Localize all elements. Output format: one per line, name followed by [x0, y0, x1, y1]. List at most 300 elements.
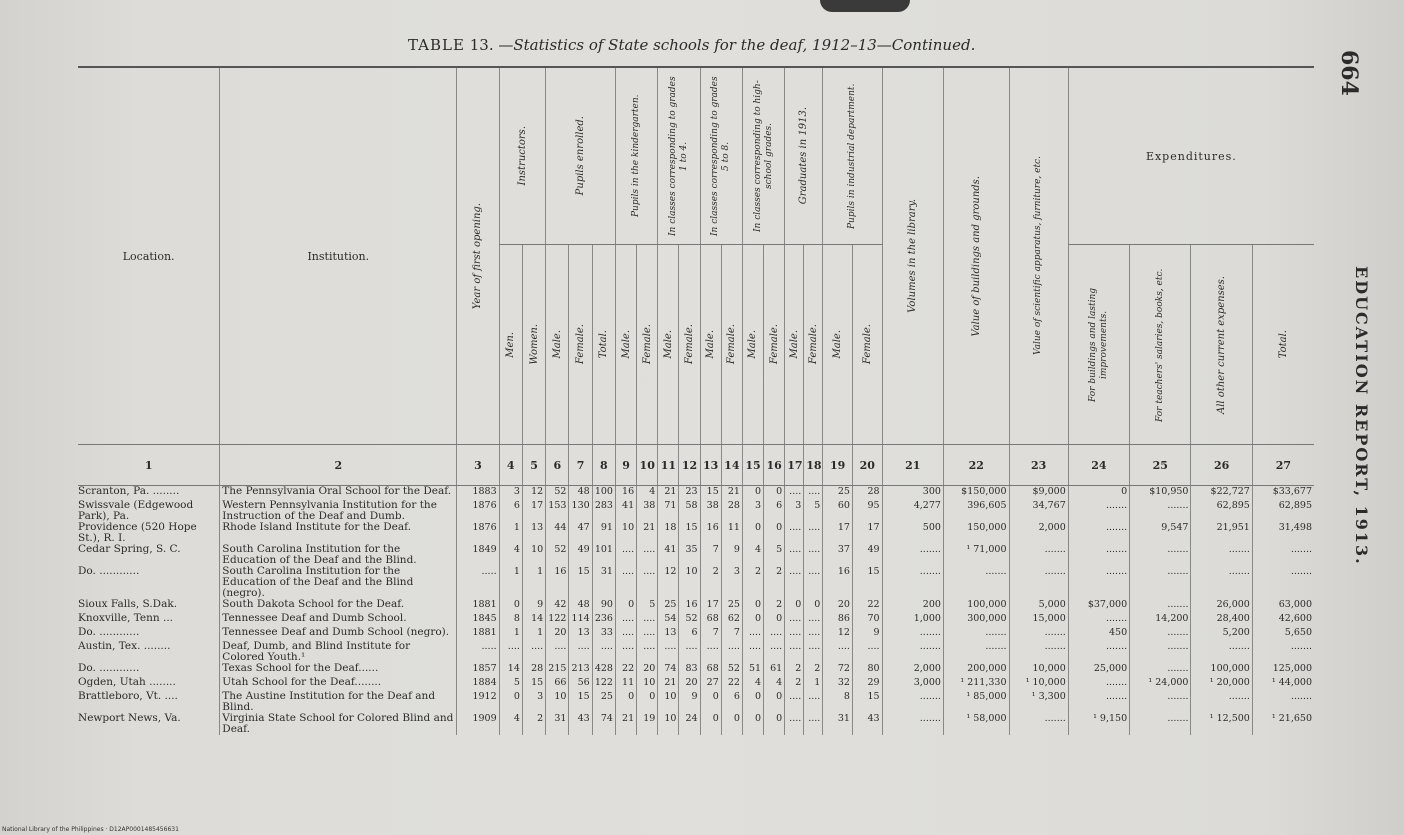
table-cell: 6 — [679, 627, 700, 641]
table-cell: 0 — [785, 599, 804, 613]
table-cell: ....... — [1009, 641, 1068, 663]
header-hs-female: Female. — [764, 245, 785, 445]
table-cell: ¹ 44,000 — [1252, 677, 1314, 691]
table-cell: 44 — [546, 522, 569, 544]
row-institution: South Carolina Institution for the Education of the Deaf and the Blind. — [220, 544, 457, 566]
table-cell: ....... — [1130, 663, 1191, 677]
header-kg-female: Female. — [637, 245, 658, 445]
row-institution: Virginia State School for Colored Blind and Deaf. — [220, 713, 457, 735]
table-cell: 396,605 — [943, 500, 1009, 522]
column-number: 23 — [1009, 445, 1068, 486]
table-cell: 3 — [742, 500, 763, 522]
table-cell: .... — [804, 613, 823, 627]
table-cell: .... — [658, 641, 679, 663]
row-location: Sioux Falls, S.Dak. — [78, 599, 178, 610]
table-cell: 0 — [764, 613, 785, 627]
table-cell: 1845 — [457, 613, 499, 627]
header-men: Men. — [499, 245, 522, 445]
table-cell: .... — [785, 486, 804, 501]
table-cell: 14 — [522, 613, 545, 627]
table-cell: 12 — [823, 627, 853, 641]
table-title-number: 13. — [469, 36, 494, 54]
column-number: 6 — [546, 445, 569, 486]
table-cell: 63,000 — [1252, 599, 1314, 613]
table-cell: 26,000 — [1191, 599, 1252, 613]
table-cell: 150,000 — [943, 522, 1009, 544]
table-cell: .... — [764, 627, 785, 641]
table-cell: 213 — [569, 663, 592, 677]
table-cell: .... — [637, 627, 658, 641]
row-institution: Texas School for the Deaf...... — [220, 663, 457, 677]
header-high-school: In classes corresponding to high-school grades. — [742, 67, 784, 245]
table-cell: .... — [823, 641, 853, 663]
table-cell: 15 — [700, 486, 721, 501]
table-cell: 62,895 — [1252, 500, 1314, 522]
footer-credit: National Library of the Philippines · D12AP0001485456631 — [2, 826, 179, 833]
table-cell: 3 — [499, 486, 522, 501]
row-location: Scranton, Pa. ........ — [78, 485, 180, 497]
table-cell: 9 — [852, 627, 882, 641]
table-cell: .... — [804, 522, 823, 544]
table-cell: 6 — [764, 500, 785, 522]
table-cell: 8 — [823, 691, 853, 713]
table-cell: ....... — [882, 544, 943, 566]
table-row — [78, 500, 1314, 522]
table-cell: 25 — [823, 486, 853, 501]
table-cell: 8 — [499, 613, 522, 627]
row-location: Ogden, Utah ........ — [78, 677, 176, 688]
header-hs-male: Male. — [742, 245, 763, 445]
row-location: Austin, Tex. ........ — [78, 641, 171, 652]
header-exp-buildings: For buildings and lasting improvements. — [1068, 245, 1129, 445]
table-cell: 0 — [615, 691, 636, 713]
column-number: 12 — [679, 445, 700, 486]
table-cell: 68 — [700, 663, 721, 677]
table-cell: 71 — [658, 500, 679, 522]
table-cell: ....... — [1068, 566, 1129, 599]
table-cell: 49 — [569, 544, 592, 566]
row-institution: South Dakota School for the Deaf. — [220, 599, 457, 613]
table-cell: ..... — [457, 566, 499, 599]
table-cell: ¹ 12,500 — [1191, 713, 1252, 735]
table-cell: 5 — [764, 544, 785, 566]
table-cell: .... — [804, 566, 823, 599]
table-cell: 6 — [499, 500, 522, 522]
table-cell: 18 — [658, 522, 679, 544]
table-cell: 200 — [882, 599, 943, 613]
table-cell: 0 — [700, 713, 721, 735]
table-cell: 38 — [700, 500, 721, 522]
table-cell: .... — [785, 613, 804, 627]
table-cell: ¹ 71,000 — [943, 544, 1009, 566]
table-cell: 91 — [592, 522, 615, 544]
header-apparatus: Value of scientific apparatus, furniture, etc. — [1009, 67, 1068, 445]
row-institution: Tennessee Deaf and Dumb School (negro). — [220, 627, 457, 641]
table-cell: 90 — [592, 599, 615, 613]
table-cell: ¹ 10,000 — [1009, 677, 1068, 691]
column-number: 17 — [785, 445, 804, 486]
table-cell: 0 — [764, 522, 785, 544]
table-cell: 13 — [569, 627, 592, 641]
table-cell: 10 — [679, 566, 700, 599]
table-cell: 1849 — [457, 544, 499, 566]
table-cell: 3,000 — [882, 677, 943, 691]
row-institution: Tennessee Deaf and Dumb School. — [220, 613, 457, 627]
header-institution: Institution. — [220, 67, 457, 445]
header-grad-male: Male. — [785, 245, 804, 445]
table-cell: 5 — [637, 599, 658, 613]
table-cell: ....... — [1009, 713, 1068, 735]
column-number: 21 — [882, 445, 943, 486]
table-cell: ....... — [1068, 677, 1129, 691]
table-header — [78, 67, 1314, 445]
table-cell: 15 — [852, 566, 882, 599]
table-cell: ¹ 211,330 — [943, 677, 1009, 691]
table-cell: 17 — [700, 599, 721, 613]
table-cell: ....... — [943, 566, 1009, 599]
table-cell: 236 — [592, 613, 615, 627]
table-row — [78, 599, 1314, 613]
table-cell: 14 — [499, 663, 522, 677]
table-cell: 10,000 — [1009, 663, 1068, 677]
row-location: Providence (520 Hope St.), R. I. — [78, 522, 197, 544]
table-cell: 13 — [658, 627, 679, 641]
header-enrolled-male: Male. — [546, 245, 569, 445]
table-cell: 0 — [742, 713, 763, 735]
column-number: 27 — [1252, 445, 1314, 486]
column-number: 25 — [1130, 445, 1191, 486]
table-cell: 1881 — [457, 599, 499, 613]
table-cell: ....... — [1252, 566, 1314, 599]
table-cell: .... — [569, 641, 592, 663]
table-cell: 31,498 — [1252, 522, 1314, 544]
table-cell: 21,951 — [1191, 522, 1252, 544]
table-cell: 42 — [546, 599, 569, 613]
column-number: 24 — [1068, 445, 1129, 486]
column-number: 20 — [852, 445, 882, 486]
table-cell: 52 — [679, 613, 700, 627]
table-cell: 10 — [658, 691, 679, 713]
column-number: 14 — [721, 445, 742, 486]
header-g14-male: Male. — [658, 245, 679, 445]
table-cell: .... — [637, 641, 658, 663]
table-cell: 28 — [852, 486, 882, 501]
table-cell: 20 — [637, 663, 658, 677]
table-cell: 28,400 — [1191, 613, 1252, 627]
column-number: 10 — [637, 445, 658, 486]
table-cell: 1876 — [457, 522, 499, 544]
table-cell: 2 — [764, 599, 785, 613]
row-institution: Western Pennsylvania Institution for the Instruction of the Deaf and Dumb. — [220, 500, 457, 522]
table-body — [78, 445, 1314, 736]
table-cell: 9 — [522, 599, 545, 613]
table-cell: ....... — [943, 641, 1009, 663]
header-exp-other: All other current expenses. — [1191, 245, 1252, 445]
table-cell: 21 — [637, 522, 658, 544]
table-cell: 25,000 — [1068, 663, 1129, 677]
table-cell: 4 — [742, 544, 763, 566]
table-cell: 300,000 — [943, 613, 1009, 627]
table-cell: .... — [804, 544, 823, 566]
table-cell: 1883 — [457, 486, 499, 501]
table-row — [78, 544, 1314, 566]
table-cell: 2,000 — [1009, 522, 1068, 544]
table-cell: 1909 — [457, 713, 499, 735]
table-cell: 17 — [522, 500, 545, 522]
table-cell: ....... — [882, 566, 943, 599]
table-cell: 10 — [637, 677, 658, 691]
table-cell: 56 — [569, 677, 592, 691]
table-cell: 2 — [804, 663, 823, 677]
table-cell: 72 — [823, 663, 853, 677]
table-cell: .... — [785, 713, 804, 735]
table-cell: 0 — [764, 691, 785, 713]
table-cell: 22 — [721, 677, 742, 691]
column-number: 3 — [457, 445, 499, 486]
table-cell: 122 — [546, 613, 569, 627]
table-cell: 283 — [592, 500, 615, 522]
table-cell: 17 — [852, 522, 882, 544]
table-cell: 9 — [721, 544, 742, 566]
table-cell: 122 — [592, 677, 615, 691]
table-cell: 20 — [823, 599, 853, 613]
row-institution: South Carolina Institution for the Education of the Deaf and the Blind (negro). — [220, 566, 457, 599]
table-cell: 0 — [1068, 486, 1129, 501]
table-cell: 4 — [499, 713, 522, 735]
table-cell: .... — [785, 544, 804, 566]
table-cell: 15 — [679, 522, 700, 544]
table-cell: 1 — [499, 566, 522, 599]
table-cell: 19 — [637, 713, 658, 735]
table-cell: 1 — [499, 522, 522, 544]
table-cell: 4 — [764, 677, 785, 691]
row-institution: The Pennsylvania Oral School for the Deaf. — [220, 486, 457, 501]
header-grades-1-4: In classes corresponding to grades 1 to 4. — [658, 67, 700, 245]
table-cell: ....... — [1191, 691, 1252, 713]
table-cell: ....... — [1252, 691, 1314, 713]
table-cell: 21 — [615, 713, 636, 735]
table-cell: 58 — [679, 500, 700, 522]
row-location: Newport News, Va. — [78, 713, 181, 724]
table-cell: .... — [785, 627, 804, 641]
table-cell: 12 — [658, 566, 679, 599]
table-cell: .... — [499, 641, 522, 663]
table-cell: ..... — [457, 641, 499, 663]
table-cell: .... — [852, 641, 882, 663]
table-cell: ....... — [1068, 613, 1129, 627]
table-cell: 1912 — [457, 691, 499, 713]
table-cell: 3 — [721, 566, 742, 599]
header-ind-male: Male. — [823, 245, 853, 445]
table-cell: 34,767 — [1009, 500, 1068, 522]
table-cell: .... — [637, 613, 658, 627]
table-cell: .... — [804, 713, 823, 735]
binding-shadow — [820, 0, 910, 12]
table-cell: 16 — [615, 486, 636, 501]
table-cell: 100,000 — [1191, 663, 1252, 677]
table-cell: 17 — [823, 522, 853, 544]
table-cell: 60 — [823, 500, 853, 522]
header-location: Location. — [78, 67, 220, 445]
row-location: Knoxville, Tenn ... — [78, 613, 174, 624]
table-cell: 23 — [679, 486, 700, 501]
table-cell: 48 — [569, 599, 592, 613]
column-number: 5 — [522, 445, 545, 486]
table-cell: 0 — [764, 713, 785, 735]
table-cell: .... — [785, 522, 804, 544]
table-cell: $37,000 — [1068, 599, 1129, 613]
table-cell: 16 — [679, 599, 700, 613]
column-number: 22 — [943, 445, 1009, 486]
table-cell: .... — [522, 641, 545, 663]
table-cell: 35 — [679, 544, 700, 566]
table-cell: 1884 — [457, 677, 499, 691]
table-cell: 52 — [546, 486, 569, 501]
row-location: Do. ............ — [78, 566, 140, 577]
table-title — [408, 36, 1008, 54]
table-cell: 42,600 — [1252, 613, 1314, 627]
table-cell: 21 — [658, 677, 679, 691]
table-cell: 15 — [522, 677, 545, 691]
header-industrial: Pupils in industrial department. — [823, 67, 882, 245]
table-cell: 37 — [823, 544, 853, 566]
table-cell: 29 — [852, 677, 882, 691]
table-cell: ....... — [943, 627, 1009, 641]
column-number: 1 — [78, 445, 220, 486]
table-cell: $33,677 — [1252, 486, 1314, 501]
table-cell: 52 — [721, 663, 742, 677]
table-cell: 5 — [499, 677, 522, 691]
table-cell: 10 — [658, 713, 679, 735]
header-instructors: Instructors. — [499, 67, 546, 245]
table-cell: 153 — [546, 500, 569, 522]
table-cell: 0 — [742, 613, 763, 627]
table-cell: ¹ 3,300 — [1009, 691, 1068, 713]
table-cell: 31 — [592, 566, 615, 599]
header-pupils-enrolled: Pupils enrolled. — [546, 67, 616, 245]
table-cell: ....... — [1130, 566, 1191, 599]
table-cell: 2 — [764, 566, 785, 599]
table-cell: ....... — [1191, 641, 1252, 663]
table-cell: 31 — [823, 713, 853, 735]
header-g14-female: Female. — [679, 245, 700, 445]
table-cell: .... — [742, 641, 763, 663]
table-cell: 74 — [592, 713, 615, 735]
table-cell: 1876 — [457, 500, 499, 522]
header-ind-female: Female. — [852, 245, 882, 445]
table-cell: 15 — [569, 691, 592, 713]
table-cell: ....... — [1068, 641, 1129, 663]
table-cell: 28 — [721, 500, 742, 522]
table-cell: 2 — [522, 713, 545, 735]
column-number: 13 — [700, 445, 721, 486]
table-cell: 12 — [522, 486, 545, 501]
table-cell: 4,277 — [882, 500, 943, 522]
column-number: 15 — [742, 445, 763, 486]
row-institution: Deaf, Dumb, and Blind Institute for Colored Youth.¹ — [220, 641, 457, 663]
table-cell: 31 — [546, 713, 569, 735]
table-cell: 4 — [637, 486, 658, 501]
table-cell: .... — [785, 641, 804, 663]
table-cell: 0 — [742, 522, 763, 544]
table-cell: 215 — [546, 663, 569, 677]
table-cell: 27 — [700, 677, 721, 691]
table-cell: 5,000 — [1009, 599, 1068, 613]
table-cell: 1 — [522, 566, 545, 599]
table-cell: 86 — [823, 613, 853, 627]
table-cell: ....... — [1130, 500, 1191, 522]
table-cell: ¹ 24,000 — [1130, 677, 1191, 691]
row-institution: The Austine Institution for the Deaf and Blind. — [220, 691, 457, 713]
table-cell: .... — [785, 566, 804, 599]
table-cell: 21 — [658, 486, 679, 501]
column-number: 8 — [592, 445, 615, 486]
column-number: 26 — [1191, 445, 1252, 486]
table-cell: 2,000 — [882, 663, 943, 677]
table-cell: 100 — [592, 486, 615, 501]
table-cell: ....... — [1130, 713, 1191, 735]
table-cell: 95 — [852, 500, 882, 522]
table-cell: 11 — [615, 677, 636, 691]
table-cell: 28 — [522, 663, 545, 677]
table-cell: 15,000 — [1009, 613, 1068, 627]
table-cell: 0 — [637, 691, 658, 713]
table-cell: 16 — [823, 566, 853, 599]
row-location: Brattleboro, Vt. .... — [78, 691, 178, 702]
table-cell: 200,000 — [943, 663, 1009, 677]
table-cell: ....... — [1068, 544, 1129, 566]
table-cell: 428 — [592, 663, 615, 677]
running-head: EDUCATION REPORT, 1913. — [1352, 266, 1371, 566]
header-year: Year of first opening. — [457, 67, 499, 445]
table-cell: .... — [721, 641, 742, 663]
table-cell: 80 — [852, 663, 882, 677]
header-buildings: Value of buildings and grounds. — [943, 67, 1009, 445]
table-row — [78, 613, 1314, 627]
table-row — [78, 713, 1314, 735]
table-cell: 1857 — [457, 663, 499, 677]
table-cell: 52 — [546, 544, 569, 566]
table-cell: 500 — [882, 522, 943, 544]
table-cell: 10 — [522, 544, 545, 566]
table-cell: .... — [764, 641, 785, 663]
header-kindergarten: Pupils in the kindergarten. — [615, 67, 657, 245]
table-cell: 130 — [569, 500, 592, 522]
table-cell: ....... — [1252, 544, 1314, 566]
table-cell: 4 — [742, 677, 763, 691]
table-cell: .... — [742, 627, 763, 641]
table-cell: 0 — [615, 599, 636, 613]
table-cell: ....... — [1068, 500, 1129, 522]
table-cell: 114 — [569, 613, 592, 627]
table-cell: ....... — [882, 627, 943, 641]
row-location: Do. ............ — [78, 663, 140, 674]
table-cell: 33 — [592, 627, 615, 641]
table-cell: 125,000 — [1252, 663, 1314, 677]
table-row — [78, 522, 1314, 544]
table-cell: 15 — [852, 691, 882, 713]
table-cell: 6 — [721, 691, 742, 713]
table-row — [78, 486, 1314, 501]
table-cell: .... — [679, 641, 700, 663]
page-number: 664 — [1336, 50, 1362, 96]
table-row — [78, 663, 1314, 677]
table-cell: .... — [615, 627, 636, 641]
column-number: 18 — [804, 445, 823, 486]
table-cell: 14,200 — [1130, 613, 1191, 627]
table-cell: 43 — [569, 713, 592, 735]
table-cell: .... — [615, 641, 636, 663]
